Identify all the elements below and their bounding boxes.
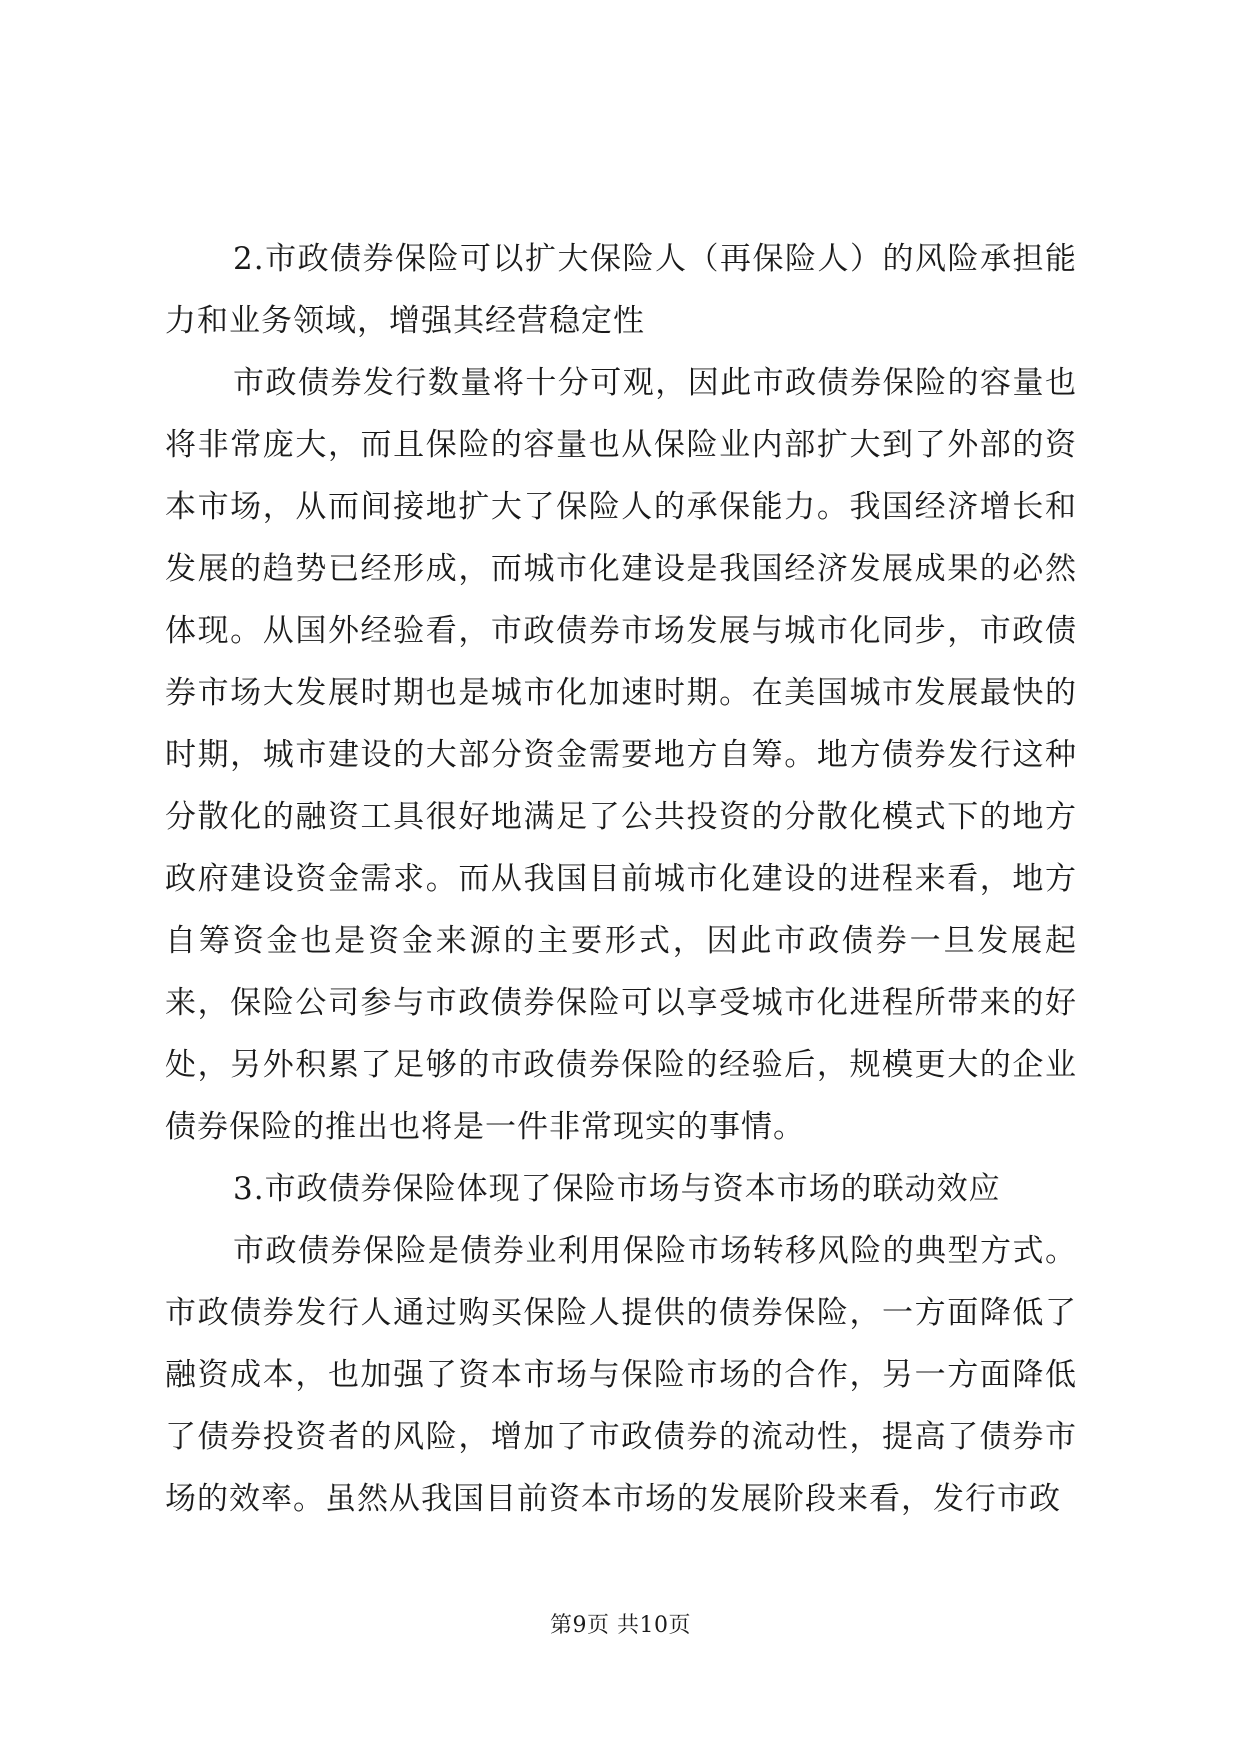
document-body [165, 228, 1077, 1530]
paragraph-body-1: 市政债券发行数量将十分可观，因此市政债券保险的容量也将非常庞大，而且保险的容量也从保险业内部扩大到了外部的资本市场，从而间接地扩大了保险人的承保能力。我国经济增长和发展的趋势已经形成，而城市化建设是我国经济发展成果的必然体现。从国外经验看，市政债券市场发展与城市化同步，市政债券市场大发展时期也是城市化加速时期。在美国城市发展最快的时期，城市建设的大部分资金需要地方自筹。地方债券发行这种分散化的融资工具很好地满足了公共投资的分散化模式下的地方政府建设资金需求。而从我国目前城市化建设的进程来看，地方自筹资金也是资金来源的主要形式，因此市政债券一旦发展起来，保险公司参与市政债券保险可以享受城市化进程所带来的好处，另外积累了足够的市政债券保险的经验后，规模更大的企业债券保险的推出也将是一件非常现实的事情。 [165, 365, 1077, 1145]
page-footer: 第9页 共10页 [550, 1613, 691, 1638]
paragraph-body-2: 市政债券保险是债券业利用保险市场转移风险的典型方式。市政债券发行人通过购买保险人提供的债券保险，一方面降低了融资成本，也加强了资本市场与保险市场的合作，另一方面降低了债券投资者的风险，增加了市政债券的流动性，提高了债券市场的效率。虽然从我国目前资本市场的发展阶段来看，发行市政 [165, 1233, 1077, 1517]
paragraph-heading-2: 2.市政债券保险可以扩大保险人（再保险人）的风险承担能力和业务领域，增强其经营稳定性 [165, 241, 1077, 339]
paragraph-heading-3: 3.市政债券保险体现了保险市场与资本市场的联动效应 [233, 1171, 1001, 1207]
